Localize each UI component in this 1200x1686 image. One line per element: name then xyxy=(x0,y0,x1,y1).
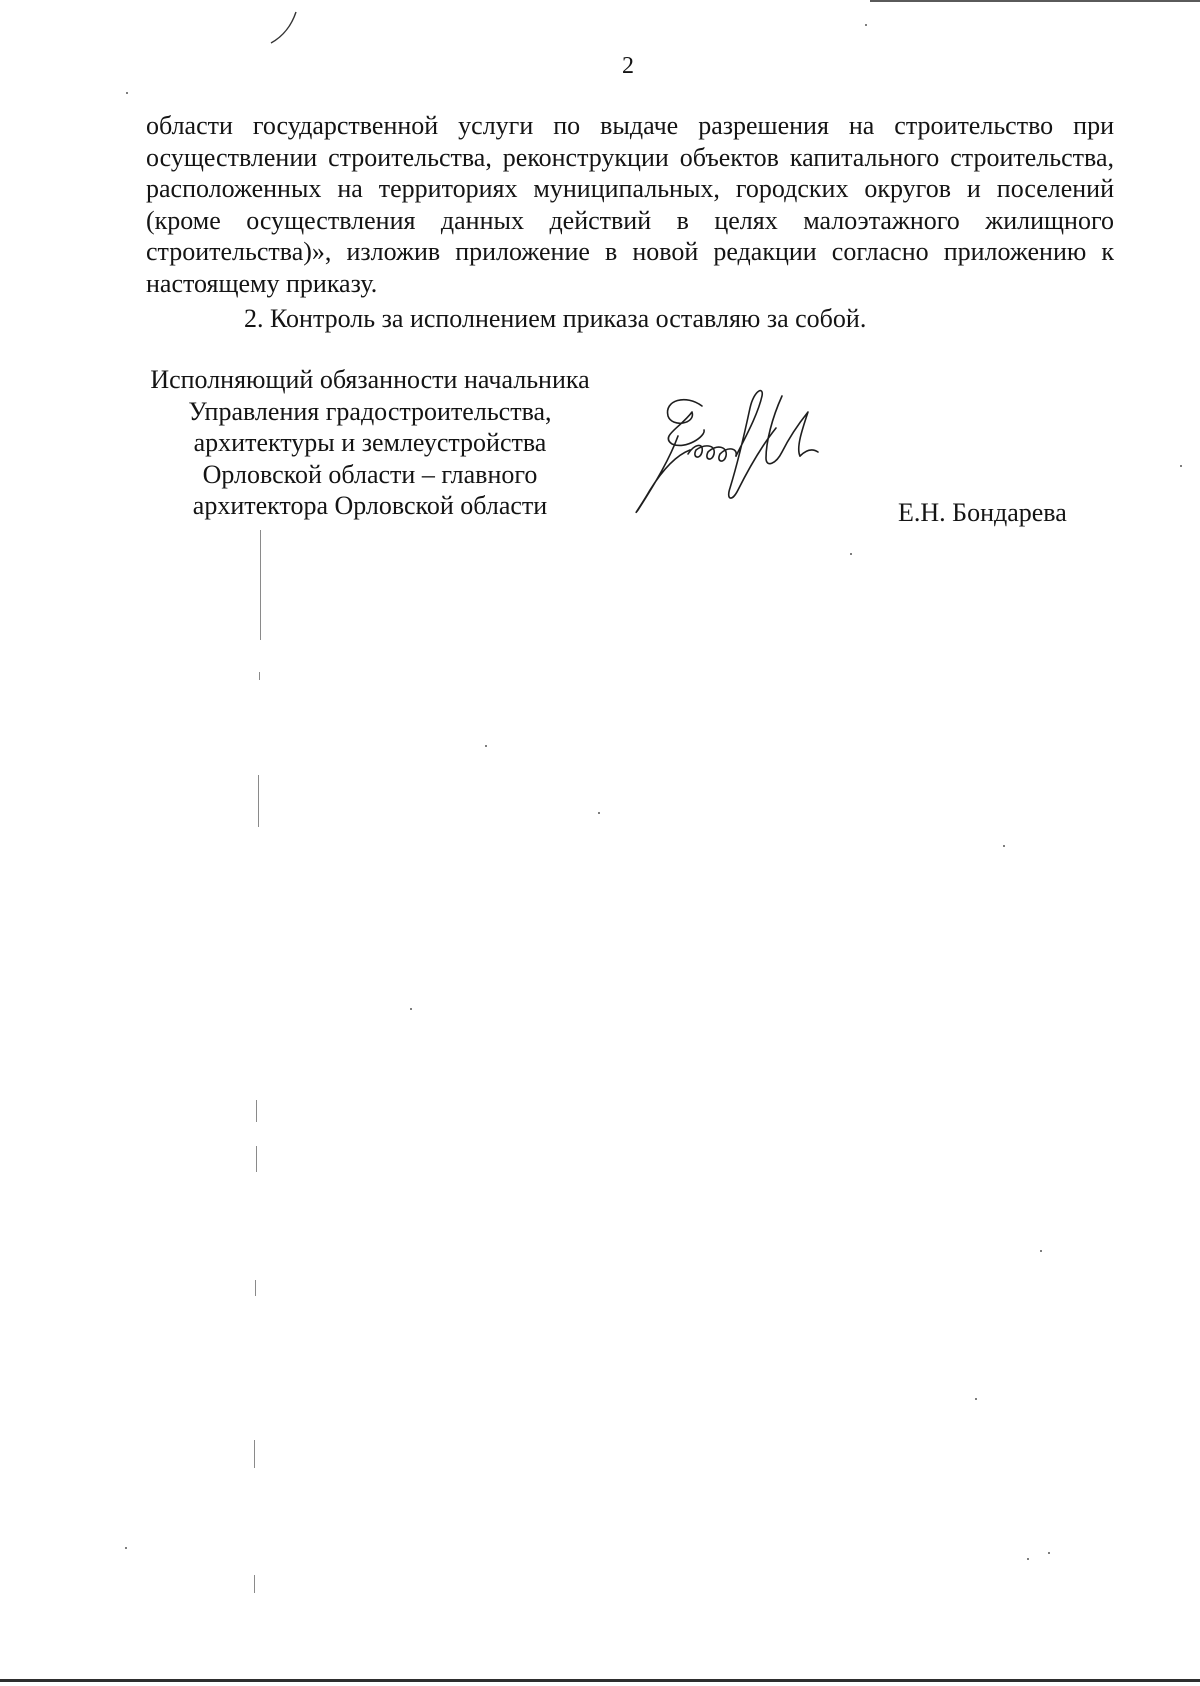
signatory-title-line: Орловской области – главного xyxy=(202,459,538,489)
handwritten-signature xyxy=(630,378,840,518)
margin-rule-segment xyxy=(260,530,261,640)
margin-rule-segment xyxy=(254,1440,255,1468)
scan-speck xyxy=(410,1008,412,1010)
scan-speck xyxy=(485,745,487,747)
scan-speck xyxy=(975,1398,977,1400)
margin-rule-segment xyxy=(259,672,260,680)
signatory-name: Е.Н. Бондарева xyxy=(898,498,1067,527)
scan-speck xyxy=(1027,1558,1029,1560)
margin-rule-segment xyxy=(255,1280,256,1296)
signatory-title-line: Исполняющий обязанности начальника xyxy=(150,365,590,394)
scan-speck xyxy=(1048,1552,1050,1554)
scan-edge-top xyxy=(870,0,1200,2)
pen-stroke-mark xyxy=(268,10,298,46)
signatory-title-line: архитектуры и землеустройства xyxy=(193,428,547,457)
margin-rule-segment xyxy=(256,1100,257,1122)
scan-speck xyxy=(126,92,128,94)
body-paragraph-control: 2. Контроль за исполнением приказа оставляю за собой. xyxy=(244,304,867,333)
scan-speck xyxy=(1003,845,1005,847)
scan-speck xyxy=(1040,1250,1042,1252)
scan-speck xyxy=(125,1547,127,1549)
margin-rule-segment xyxy=(258,775,259,827)
signatory-title-line: Управления градостроительства, xyxy=(188,396,552,426)
margin-rule-segment xyxy=(254,1575,255,1593)
scan-speck xyxy=(850,553,852,555)
scan-speck xyxy=(1180,465,1182,467)
signatory-title-line: архитектора Орловской области xyxy=(192,491,548,520)
scan-edge-bottom xyxy=(0,1679,1200,1682)
signatory-title xyxy=(100,364,640,522)
scan-speck xyxy=(598,812,600,814)
body-paragraph-continuation: области государственной услуги по выдаче разрешения на строительство при осуществлении строительства, реконструкции объектов капитального строительства, расположенных на территориях муниципальных, городских округов и поселений (кроме осуществления данных действий в целях малоэтажного жилищного строительства)», изложив приложение в новой редакции согласно приложению к настоящему приказу. xyxy=(146,111,1114,298)
margin-rule-segment xyxy=(256,1146,257,1172)
scan-speck xyxy=(865,24,867,26)
page-number: 2 xyxy=(622,53,634,79)
